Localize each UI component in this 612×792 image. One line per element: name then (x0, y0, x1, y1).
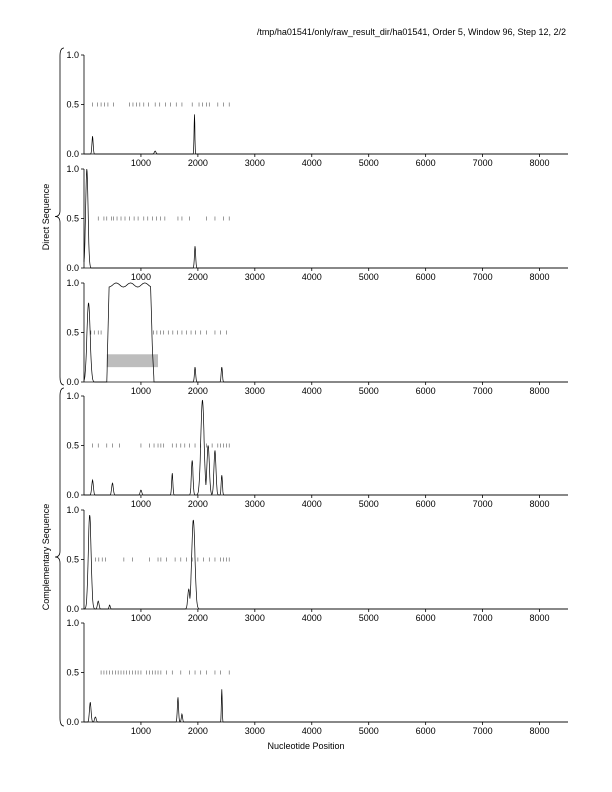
y-tick-label: 1.0 (66, 278, 79, 288)
x-tick-label: 7000 (472, 272, 493, 282)
y-tick-label: 1.0 (66, 164, 79, 174)
x-tick-label: 6000 (415, 726, 436, 736)
x-tick-label: 7000 (472, 726, 493, 736)
x-tick-label: 3000 (244, 499, 265, 509)
direct-brace (55, 48, 64, 385)
x-tick-label: 1000 (130, 272, 151, 282)
x-tick-label: 7000 (472, 499, 493, 509)
x-tick-label: 2000 (187, 386, 208, 396)
y-tick-label: 1.0 (66, 50, 79, 60)
series-line (84, 689, 568, 722)
x-tick-label: 6000 (415, 386, 436, 396)
x-tick-label: 5000 (358, 726, 379, 736)
panel-3 (66, 278, 568, 396)
y-tick-label: 1.0 (66, 505, 79, 515)
x-tick-label: 5000 (358, 499, 379, 509)
x-tick-label: 1000 (130, 613, 151, 623)
x-tick-label: 7000 (472, 158, 493, 168)
x-tick-label: 3000 (244, 158, 265, 168)
x-tick-label: 4000 (301, 386, 322, 396)
x-tick-label: 2000 (187, 613, 208, 623)
y-tick-label: 1.0 (66, 618, 79, 628)
x-tick-label: 8000 (529, 158, 550, 168)
panel-2 (66, 164, 568, 282)
x-tick-label: 1000 (130, 499, 151, 509)
y-tick-label: 0.5 (66, 667, 79, 678)
y-tick-label: 0.0 (66, 263, 79, 273)
x-tick-label: 4000 (301, 499, 322, 509)
panels-layer (66, 50, 568, 736)
x-tick-label: 8000 (529, 272, 550, 282)
x-tick-label: 8000 (529, 726, 550, 736)
x-tick-label: 6000 (415, 613, 436, 623)
direct-sequence-label: Direct Sequence (41, 183, 51, 250)
x-axis-title: Nucleotide Position (267, 741, 345, 751)
series-line (84, 114, 568, 154)
x-tick-label: 1000 (130, 386, 151, 396)
series-line (84, 515, 568, 609)
x-tick-label: 8000 (529, 386, 550, 396)
x-tick-label: 1000 (130, 158, 151, 168)
x-tick-label: 6000 (415, 499, 436, 509)
y-tick-label: 0.5 (66, 213, 79, 224)
x-tick-label: 7000 (472, 613, 493, 623)
x-tick-label: 8000 (529, 613, 550, 623)
y-tick-label: 0.5 (66, 440, 79, 451)
y-tick-label: 0.5 (66, 554, 79, 565)
shaded-band (107, 354, 158, 367)
x-tick-label: 4000 (301, 613, 322, 623)
y-tick-label: 0.0 (66, 490, 79, 500)
x-tick-label: 5000 (358, 272, 379, 282)
panel-5 (66, 505, 568, 623)
x-tick-label: 5000 (358, 386, 379, 396)
y-tick-label: 0.0 (66, 149, 79, 159)
panel-1 (66, 50, 568, 168)
panel-6 (66, 618, 568, 736)
complementary-sequence-label: Complementary Sequence (41, 503, 51, 611)
x-tick-label: 4000 (301, 272, 322, 282)
y-tick-label: 0.0 (66, 717, 79, 727)
brace-layer (55, 48, 64, 726)
y-tick-label: 1.0 (66, 391, 79, 401)
x-tick-label: 8000 (529, 499, 550, 509)
y-tick-label: 0.5 (66, 327, 79, 338)
x-tick-label: 5000 (358, 613, 379, 623)
x-tick-label: 2000 (187, 272, 208, 282)
x-tick-label: 6000 (415, 158, 436, 168)
y-tick-label: 0.5 (66, 99, 79, 110)
x-tick-label: 5000 (358, 158, 379, 168)
x-tick-label: 3000 (244, 613, 265, 623)
x-tick-label: 3000 (244, 386, 265, 396)
x-tick-label: 4000 (301, 158, 322, 168)
complementary-brace (55, 388, 64, 726)
x-tick-label: 3000 (244, 272, 265, 282)
x-tick-label: 2000 (187, 726, 208, 736)
y-tick-label: 0.0 (66, 377, 79, 387)
file-path-header: /tmp/ha01541/only/raw_result_dir/ha01541, Order 5, Window 96, Step 12, 2/2 (256, 27, 566, 37)
x-tick-label: 4000 (301, 726, 322, 736)
x-tick-label: 7000 (472, 386, 493, 396)
x-tick-label: 2000 (187, 158, 208, 168)
x-tick-label: 3000 (244, 726, 265, 736)
x-tick-label: 1000 (130, 726, 151, 736)
series-line (84, 400, 568, 495)
x-tick-label: 6000 (415, 272, 436, 282)
x-tick-label: 2000 (187, 499, 208, 509)
y-tick-label: 0.0 (66, 604, 79, 614)
panel-4 (66, 391, 568, 509)
